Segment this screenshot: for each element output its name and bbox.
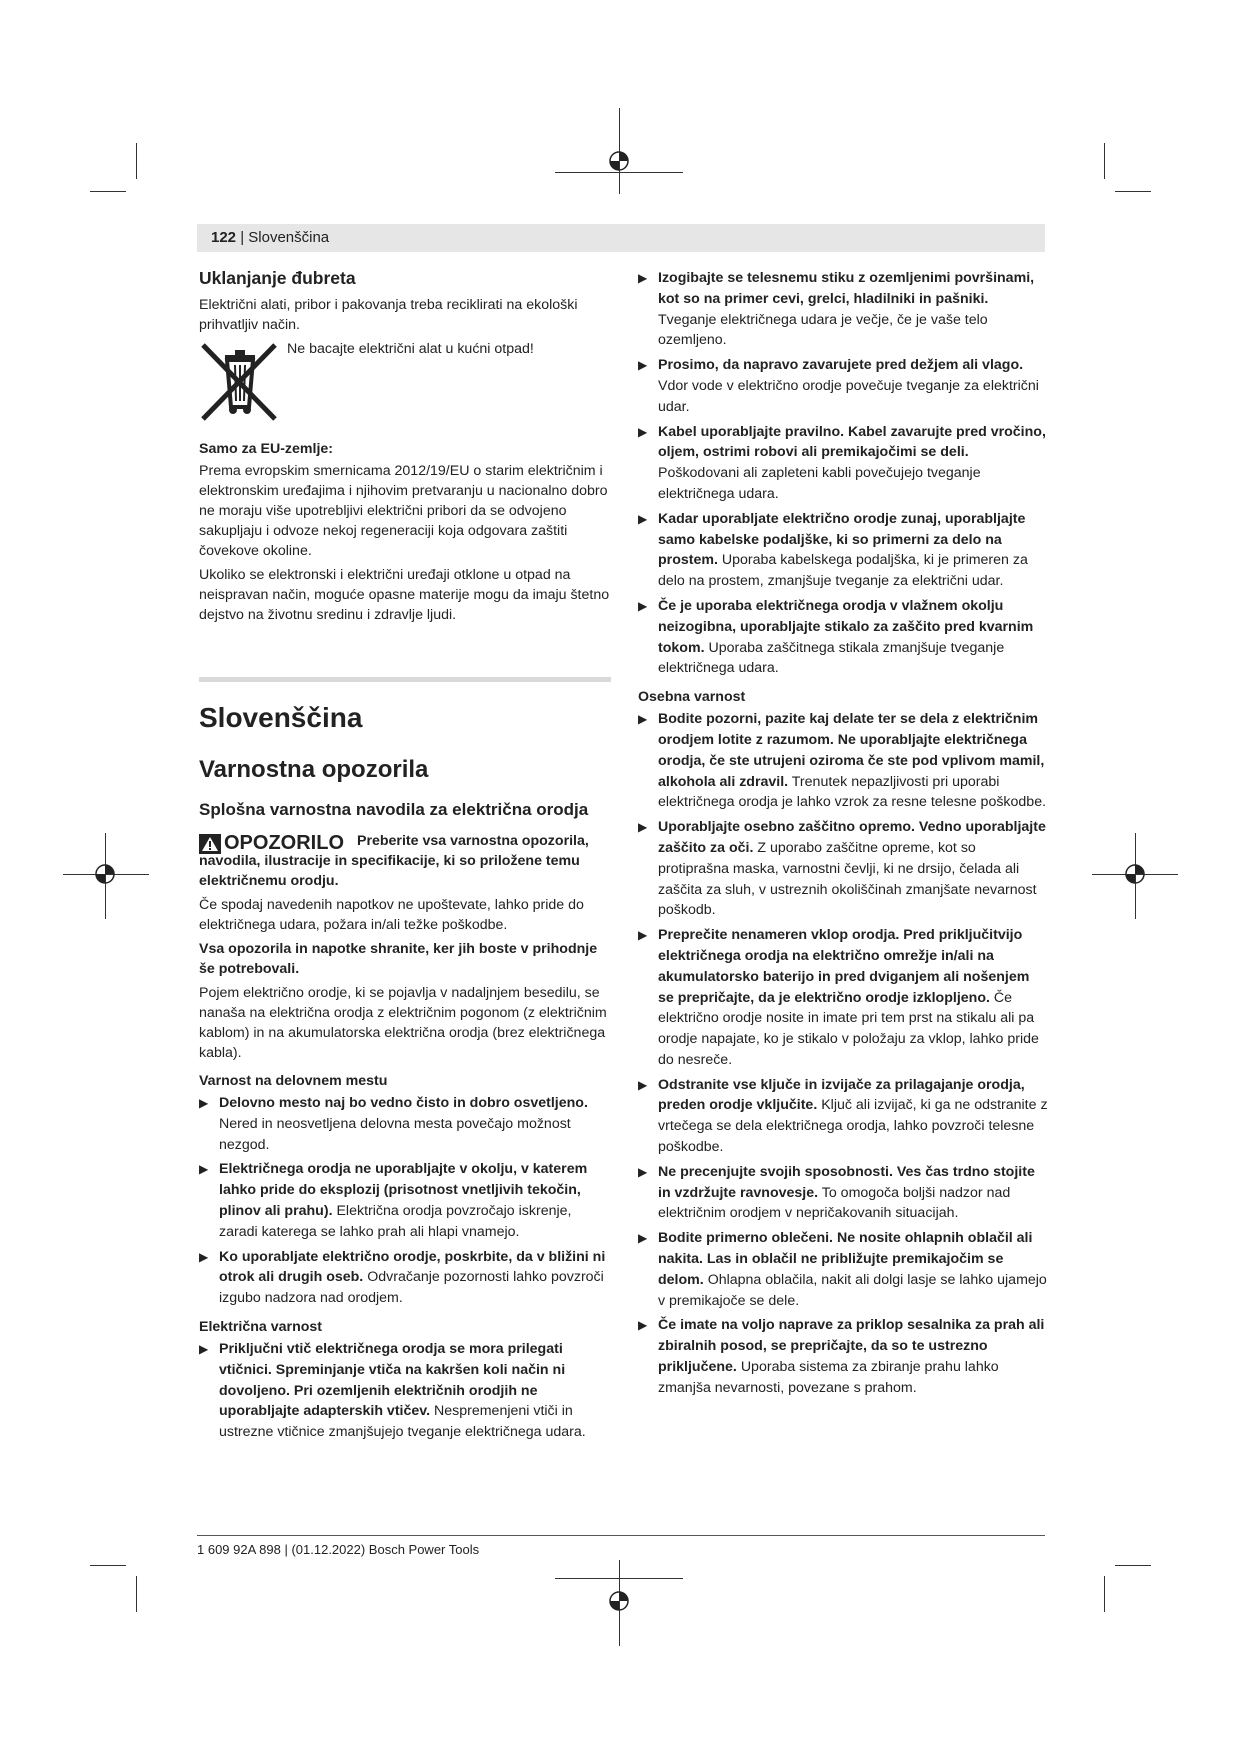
- work-area-list: [199, 1093, 611, 1309]
- bullet-text: Nered in neosvetljena delovna mesta povečajo možnost nezgod.: [219, 1115, 571, 1153]
- bullet-text: Nespremenjeni vtiči in ustrezne vtičnice zmanjšujejo tveganje električnega udara.: [219, 1403, 586, 1441]
- personal-safety-title: Osebna varnost: [638, 689, 746, 706]
- bullet-item: [638, 925, 1048, 1071]
- bin-note: Ne bacajte električni alat u kućni otpad!: [287, 341, 534, 357]
- bullet-arrow-icon: ▶: [638, 1077, 648, 1092]
- bullet-text: To omogoča boljši nadzor nad električnim orodjem v nepričakovanih situacijah.: [658, 1184, 1011, 1222]
- eu-text-1: Prema evropskim smernicama 2012/19/EU o starim električnim i elektronskim uređajima i njihovim pretvaranju u nacionalno dobro ne moraju više upotrebljivi električni pribori da se odvojeno sakupljaju i odvoze nekoj regeneraciji koja odgovara zaštiti čovekove okoline.: [199, 463, 608, 559]
- bullet-text: Z uporabo zaščitne opreme, kot so protiprašna maska, varnostni čevlji, ki ne drsijo, čelada ali zaščita za sluh, v ustreznih okoliščinah zmanjšate nevarnost poškodb.: [658, 839, 1037, 919]
- electric-safety-list-continued: [638, 268, 1048, 679]
- bullet-item: [638, 709, 1048, 813]
- crop-mark: [136, 1576, 137, 1612]
- bullet-arrow-icon: ▶: [199, 1162, 209, 1177]
- page-number: 122: [211, 229, 237, 246]
- registration-target-icon: [1124, 863, 1146, 885]
- footer-rule: [197, 1535, 1045, 1536]
- warning-label-text: OPOZORILO: [224, 832, 344, 854]
- bullet-arrow-icon: ▶: [638, 1231, 648, 1246]
- bullet-bold-text: Delovno mesto naj bo vedno čisto in dobro osvetljeno.: [219, 1095, 588, 1111]
- crop-mark: [1115, 1565, 1151, 1566]
- bullet-item: [638, 509, 1048, 592]
- crop-mark: [1115, 191, 1151, 192]
- header-section: Slovenščina: [248, 229, 330, 246]
- bullet-bold-text: Bodite pozorni, pazite kaj delate ter se dela z električnim orodjem lotite z razumom. Ne uporabljajte električnega orodja, če ste utrujeni oziroma če ste pod vplivom mamil, alkohola ali zdravil.: [658, 711, 1045, 790]
- crop-mark: [1104, 1576, 1105, 1612]
- bullet-item: [638, 1075, 1048, 1158]
- bullet-bold-text: Preprečite nenameren vklop orodja. Pred priključitvijo električnega orodja na električno omrežje in/ali na akumulatorsko baterijo in pred dviganjem ali nošenjem se prepričajte, da je električno orodje izklopljeno.: [658, 927, 1030, 1006]
- bullet-bold-text: Priključni vtič električnega orodja se mora prilegati vtičnici. Spreminjanje vtiča na kakršen koli način ni dovoljeno. Pri ozemljenih električnih orodjih ne uporabljajte adapterskih vtičev.: [219, 1340, 566, 1420]
- crop-mark: [90, 1565, 126, 1566]
- bullet-arrow-icon: ▶: [638, 712, 648, 727]
- bullet-arrow-icon: ▶: [638, 271, 648, 285]
- bullet-bold-text: Bodite primerno oblečeni. Ne nosite ohlapnih oblačil ali nakita. Las in oblačil ne približujte premikajočim se delom.: [658, 1230, 1033, 1288]
- bullet-bold-text: Kadar uporabljate električno orodje zunaj, uporabljajte samo kabelske podaljške, ki so primerni za delo na prostem.: [658, 510, 1026, 569]
- bullet-text: Če električno orodje nosite in imate pri tem prst na stikalu ali pa orodje napajate, ko je stikalo v položaju za vklop, lahko pride do nesreče.: [658, 989, 1039, 1068]
- bullet-item: [199, 1159, 611, 1242]
- bullet-bold-text: Kabel uporabljajte pravilno. Kabel zavarujte pred vročino, oljem, ostrimi robovi ali premikajočimi se deli.: [658, 423, 1046, 461]
- bullet-arrow-icon: ▶: [638, 598, 648, 613]
- bullet-bold-text: Če je uporaba električnega orodja v vlažnem okolju neizogibna, uporabljajte stikalo za zaščito pred kvarnim tokom.: [658, 597, 1034, 656]
- page-footer: 1 609 92A 898 | (01.12.2022) Bosch Power Tools: [197, 1542, 480, 1557]
- bullet-bold-text: Izogibajte se telesnemu stiku z ozemljenimi površinami, kot so na primer cevi, grelci, hladilniki in pašniki.: [658, 270, 1035, 307]
- bullet-bold-text: Ne precenjujte svojih sposobnosti. Ves čas trdno stojite in vzdržujte ravnovesje.: [658, 1163, 1035, 1201]
- bullet-item: [638, 817, 1048, 921]
- bullet-item: [638, 268, 1048, 351]
- bullet-arrow-icon: ▶: [638, 511, 648, 526]
- bullet-text: Odvračanje pozornosti lahko povzroči izgubo nadzora nad orodjem.: [219, 1269, 604, 1307]
- disposal-title: Uklanjanje đubreta: [199, 268, 356, 288]
- bullet-item: [638, 596, 1048, 679]
- bullet-arrow-icon: ▶: [638, 820, 648, 835]
- bullet-item: [638, 355, 1048, 417]
- bullet-item: [199, 1093, 611, 1155]
- term-text: Pojem električno orodje, ki se pojavlja v nadaljnjem besedilu, se nanaša na električna orodja z električnim pogonom (z električnim kablom) in na akumulatorska električna orodja (brez električnega kabla).: [199, 985, 607, 1061]
- bullet-bold-text: Električnega orodja ne uporabljajte v okolju, v katerem lahko pride do eksplozij (prisotnost vnetljivih tekočin, plinov ali prahu).: [219, 1161, 588, 1219]
- bullet-arrow-icon: ▶: [638, 424, 648, 439]
- page-header: 122 | Slovenščina: [197, 224, 1045, 252]
- safety-title: Varnostna opozorila: [199, 756, 429, 783]
- section-divider: [199, 677, 611, 682]
- bullet-text: Poškodovani ali zapleteni kabli povečujejo tveganje električnega udara.: [658, 465, 981, 502]
- personal-safety-list: [638, 709, 1048, 1399]
- electric-safety-list: [199, 1339, 611, 1443]
- bullet-item: [638, 1228, 1048, 1311]
- bullet-text: Uporaba zaščitnega stikala zmanjšuje tveganje električnega udara.: [658, 639, 1005, 677]
- registration-target-icon: [94, 863, 116, 885]
- keep-instructions: Vsa opozorila in napotke shranite, ker jih boste v prihodnje še potrebovali.: [199, 941, 598, 977]
- bullet-arrow-icon: ▶: [638, 1164, 648, 1179]
- bullet-bold-text: Prosimo, da napravo zavarujete pred dežjem ali vlago.: [658, 357, 1024, 374]
- bullet-bold-text: Odstranite vse ključe in izvijače za prilagajanje orodja, preden orodje vključite.: [658, 1076, 1025, 1114]
- eu-title: Samo za EU-zemlje:: [199, 441, 334, 457]
- bullet-arrow-icon: ▶: [638, 928, 648, 943]
- language-title: Slovenščina: [199, 702, 363, 733]
- bullet-bold-text: Če imate na voljo naprave za priklop sesalnika za prah ali zbiralnih posod, se prepričajte, da so te ustrezno priključene.: [658, 1317, 1045, 1376]
- crop-mark: [90, 191, 126, 192]
- general-safety-title: Splošna varnostna navodila za električna orodja: [199, 800, 589, 819]
- bullet-text: Električna orodja povzročajo iskrenje, zaradi katerega se lahko prah ali hlapi vnamejo.: [219, 1202, 572, 1240]
- crop-mark: [136, 143, 137, 179]
- bullet-item: [199, 1339, 611, 1443]
- bullet-item: [638, 1162, 1048, 1224]
- bullet-text: Tveganje električnega udara je večje, če je vaše telo ozemljeno.: [658, 311, 988, 349]
- weee-block: [199, 339, 611, 423]
- bullet-text: Trenutek nepazljivosti pri uporabi električnega orodja je lahko vzrok za resne telesne poškodbe.: [658, 773, 1047, 811]
- bullet-text: Vdor vode v električno orodje povečuje tveganje za električni udar.: [658, 377, 1039, 415]
- registration-target-icon: [608, 1590, 630, 1612]
- warning-bold-text: Preberite vsa varnostna opozorila, navodila, ilustracije in specifikacije, ki so priložene temu električnemu orodju.: [199, 833, 589, 889]
- crossed-out-bin-icon: [199, 339, 281, 423]
- bullet-text: Ohlapna oblačila, nakit ali dolgi lasje se lahko ujamejo v premikajoče se dele.: [658, 1271, 1047, 1309]
- bullet-item: [199, 1247, 611, 1309]
- warning-text: Če spodaj navedenih napotkov ne upoštevate, lahko pride do električnega udara, požara in/ali težke poškodbe.: [199, 897, 584, 933]
- bullet-text: Ključ ali izvijač, ki ga ne odstranite z vrtečega se dela električnega orodja, lahko povzroči telesne poškodbe.: [658, 1097, 1048, 1156]
- bullet-arrow-icon: ▶: [199, 1341, 209, 1356]
- registration-target-icon: [608, 150, 630, 172]
- work-area-title: Varnost na delovnem mestu: [199, 1073, 388, 1089]
- crop-mark: [1104, 143, 1105, 179]
- left-column: [199, 268, 611, 1447]
- bullet-text: Uporaba kabelskega podaljška, ki je primeren za delo na prostem, zmanjšuje tveganje za električni udar.: [658, 552, 1028, 590]
- right-column: [638, 268, 1048, 1403]
- bullet-bold-text: Uporabljajte osebno zaščitno opremo. Vedno uporabljajte zaščito za oči.: [658, 819, 1046, 856]
- bullet-bold-text: Ko uporabljate električno orodje, poskrbite, da v bližini ni otrok ali drugih oseb.: [219, 1248, 606, 1286]
- bullet-arrow-icon: ▶: [638, 358, 648, 373]
- bullet-item: [638, 422, 1048, 505]
- eu-text-2: Ukoliko se elektronski i električni uređaji otklone u otpad na neispravan način, moguće opasne materije mogu da imaju štetno dejstvo na životnu sredinu i zdravlje ljudi.: [199, 567, 610, 623]
- bullet-item: [638, 1315, 1048, 1398]
- bullet-arrow-icon: ▶: [199, 1096, 209, 1110]
- bullet-text: Uporaba sistema za zbiranje prahu lahko zmanjša nevarnosti, povezane s prahom.: [658, 1359, 999, 1396]
- disposal-text: Električni alati, pribor i pakovanja treba reciklirati na ekološki prihvatljiv način.: [199, 297, 578, 333]
- electric-safety-title: Električna varnost: [199, 1318, 323, 1335]
- bullet-arrow-icon: ▶: [199, 1249, 209, 1264]
- bullet-arrow-icon: ▶: [638, 1318, 648, 1333]
